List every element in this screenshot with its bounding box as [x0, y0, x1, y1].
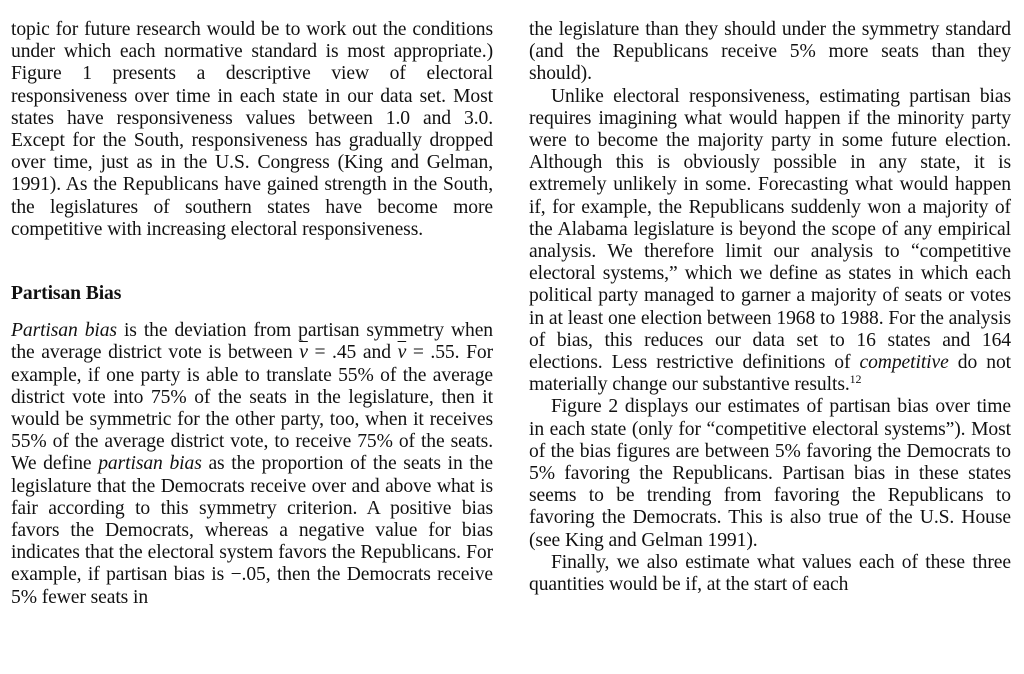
term-competitive: competitive [859, 352, 949, 374]
term-partisan-bias: Partisan bias [11, 320, 117, 342]
section-heading-partisan-bias: Partisan Bias [11, 283, 122, 305]
text-span: = .55. For example, if one party is able to translate 55% of the average district vote into 75% of the seats in the legislature, then it would be symmetric for the other party, too, when it receives 55% of the average district vote, to receive 75% of the seats. We define [11, 342, 493, 475]
left-column [11, 19, 493, 609]
text-span: as the proportion of the seats in the legislature that the Democrats receive over and above what is fair according to this symmetry criterion. A positive bias favors the Democrats, whereas a negative value for bias indicates that the electoral system favors the Republicans. For example, if partisan bias is −.05, then the Democrats receive 5% fewer seats in [11, 453, 493, 608]
text-span: Unlike electoral responsiveness, estimating partisan bias requires imagining what would happen if the minority party were to become the majority party in some future election. Although this is obviously possible in any state, it is extremely unlikely in some. Forecasting what would happen if, for example, the Republicans suddenly won a majority of the Alabama legislature is beyond the scope of any empirical analysis. We therefore limit our analysis to “competitive electoral systems,” which we define as states in which each political party managed to garner a majority of seats or votes in at least one election between 1968 to 1988. For the analysis of bias, this reduces our data set to 16 states and 164 elections. Less restrictive definitions of [529, 85, 1011, 374]
text-span: do not materially change our substantive results. [529, 352, 1011, 396]
paragraph-responsiveness: topic for future research would be to work out the conditions under which each normative standard is most appropriate.) Figure 1 presents a descriptive view of electoral responsiveness over time in each state in our data set. Most states have responsiveness values between 1.0 and 3.0. Except for the South, responsiveness has gradually dropped over time, just as in the U.S. Congress (King and Gelman, 1991). As the Republicans have gained strength in the South, the legislatures of southern states have become more competitive with increasing electoral responsiveness. [11, 19, 493, 240]
paragraph-finally: Finally, we also estimate what values each of these three quantities would be if, at the start of each [529, 551, 1011, 596]
footnote-marker[interactable]: 12 [849, 372, 862, 387]
text-span: is the deviation from partisan symmetry when the average district vote is between [11, 320, 493, 364]
paragraph-continuation: the legislature than they should under the symmetry standard (and the Republicans receive 5% more seats than they should). [529, 19, 1011, 85]
paragraph-partisan-bias-definition [11, 320, 493, 609]
right-column [529, 19, 1011, 596]
paragraph-figure-2: Figure 2 displays our estimates of partisan bias over time in each state (only for “competitive electoral systems”). Most of the bias figures are between 5% favoring the Democrats to 5% favoring the Republicans. Partisan bias in these states seems to be trending from favoring the Republicans to favoring the Democrats. This is also true of the U.S. House (see King and Gelman 1991). [529, 396, 1011, 551]
text-span: = .45 and [307, 342, 398, 364]
v-bar-symbol: $\overline{v}$ [397, 342, 407, 364]
v-bar-symbol: $\overline{v}$ [299, 342, 308, 364]
paragraph-competitive-systems [529, 86, 1011, 397]
term-partisan-bias-lower: partisan bias [98, 453, 202, 475]
